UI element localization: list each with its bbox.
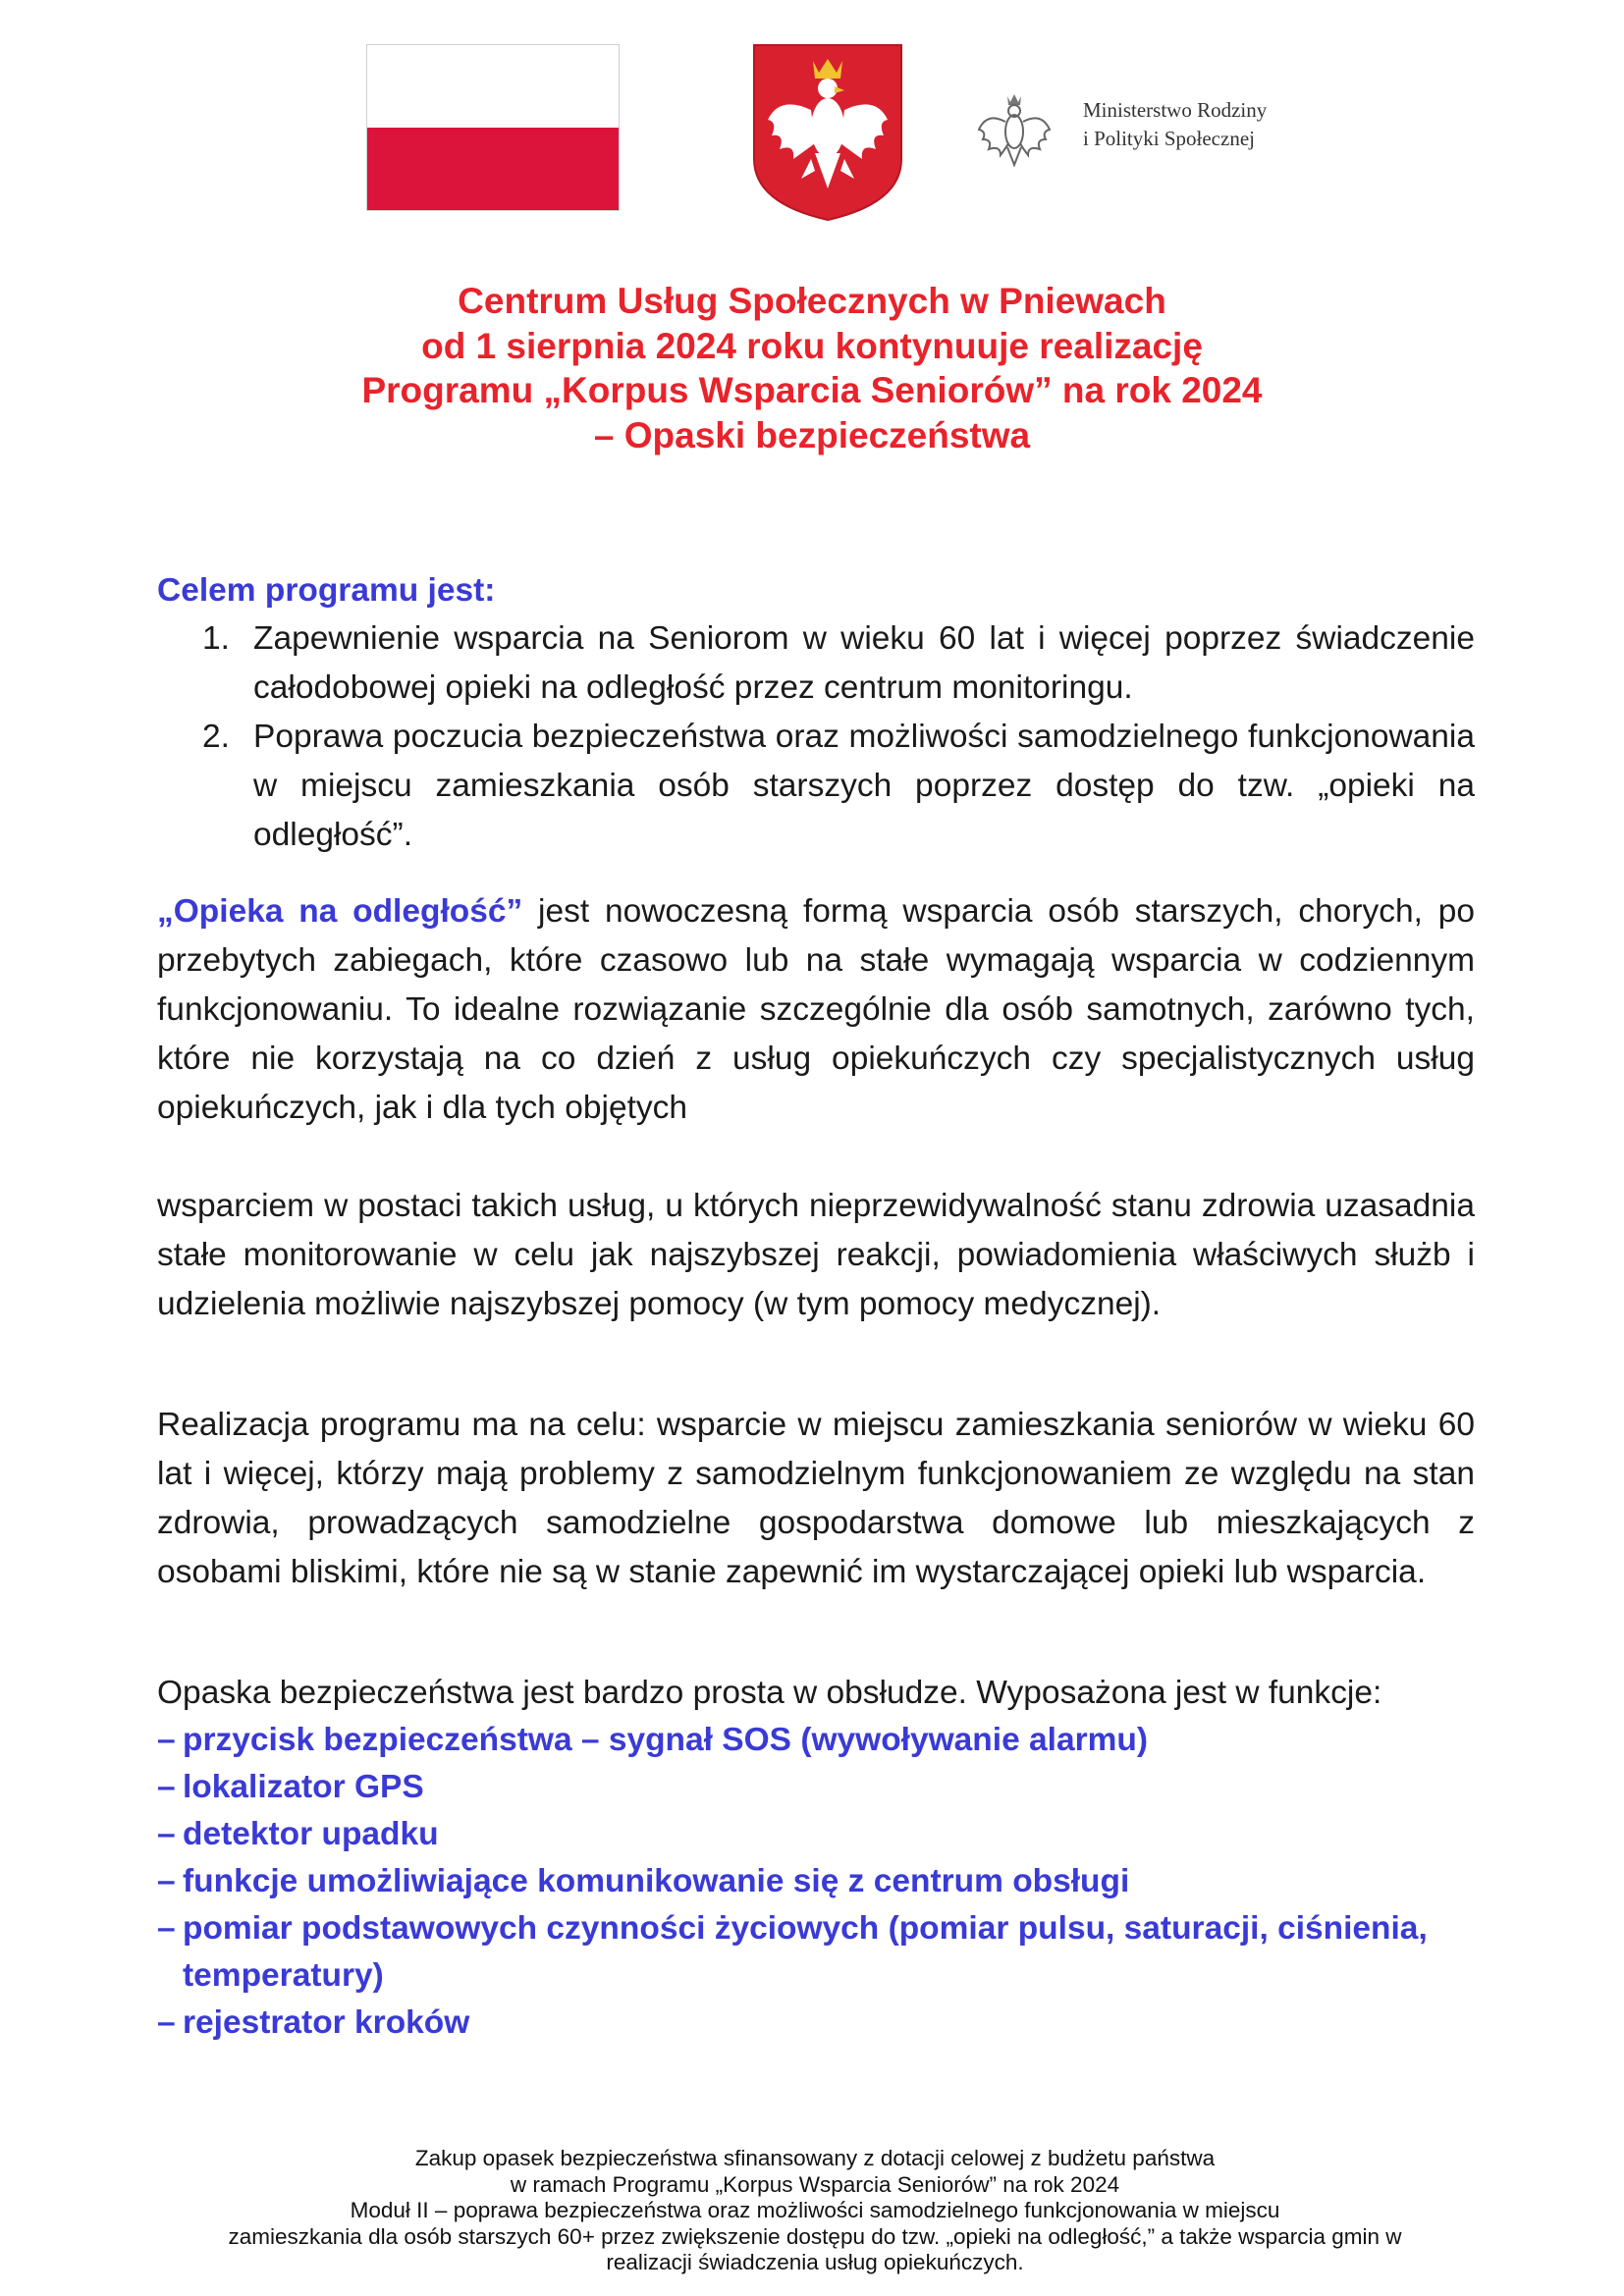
list-dash: – bbox=[157, 1816, 176, 1852]
list-item-text: pomiar podstawowych czynności życiowych (pomiar pulsu, saturacji, ciśnienia, temperatury) bbox=[183, 1910, 1428, 1994]
list-item bbox=[157, 1717, 1475, 1764]
list-dash: – bbox=[157, 1769, 176, 1805]
list-item-text: Poprawa poczucia bezpieczeństwa oraz możliwości samodzielnego funkcjonowania w miejscu zamieszkania osób starszych poprzez dostęp do tzw. „opieki na odległość”. bbox=[253, 719, 1475, 853]
page-title bbox=[157, 279, 1467, 457]
list-item-number: 1. bbox=[202, 620, 230, 657]
list-item bbox=[157, 713, 1475, 860]
footer-line4: zamieszkania dla osób starszych 60+ przez zwiększenie dostępu do tzw. „opieki na odległość,” a także wsparcia gmin w bbox=[228, 2223, 1402, 2249]
flag-red-stripe bbox=[367, 128, 619, 210]
title-line4: – Opaski bezpieczeństwa bbox=[593, 414, 1031, 455]
ministry-name-line2: i Polityki Społecznej bbox=[1083, 127, 1255, 150]
list-item bbox=[157, 1905, 1475, 2000]
ministry-name bbox=[1083, 96, 1267, 153]
list-item bbox=[157, 2000, 1475, 2047]
list-item bbox=[157, 1764, 1475, 1811]
footer-line1: Zakup opasek bezpieczeństwa sfinansowany z dotacji celowej z budżetu państwa bbox=[414, 2146, 1216, 2170]
list-item bbox=[157, 1811, 1475, 1858]
poland-flag-icon bbox=[366, 44, 620, 211]
list-dash: – bbox=[157, 1863, 176, 1899]
footer-line5: realizacji świadczenia usług opiekuńczych. bbox=[606, 2250, 1024, 2274]
polish-eagle-emblem-icon bbox=[750, 41, 905, 222]
list-item-text: lokalizator GPS bbox=[183, 1769, 424, 1805]
list-item-text: rejestrator kroków bbox=[183, 2004, 470, 2041]
paragraph-wsparcie: wsparciem w postaci takich usług, u których nieprzewidywalność stanu zdrowia uzasadnia stałe monitorowanie w celu jak najszybszej reakcji, powiadomienia właściwych służb i udzielenia możliwie najszybszej pomocy (w tym pomocy medycznej). bbox=[157, 1188, 1475, 1322]
features-list bbox=[157, 1717, 1475, 2047]
list-dash: – bbox=[157, 1722, 176, 1758]
footer-line3: Moduł II – poprawa bezpieczeństwa oraz możliwości samodzielnego funkcjonowania w miejscu bbox=[350, 2198, 1280, 2222]
flag-white-stripe bbox=[367, 45, 619, 128]
paragraph-realizacja: Realizacja programu ma na celu: wsparcie w miejscu zamieszkania seniorów w wieku 60 lat i więcej, którzy mają problemy z samodzielnym funkcjonowaniem ze względu na stan zdrowia, prowadzących samodzielne gospodarstwa domowe lub mieszkających z osobami bliskimi, które nie są w stanie zapewnić im wystarczającej opieki lub wsparcia. bbox=[157, 1407, 1475, 1590]
paragraph-opaska: Opaska bezpieczeństwa jest bardzo prosta w obsłudze. Wyposażona jest w funkcje: bbox=[157, 1675, 1382, 1711]
list-item-text: funkcje umożliwiające komunikowanie się z centrum obsługi bbox=[183, 1863, 1130, 1899]
list-dash: – bbox=[157, 1910, 176, 1947]
footer-line2: w ramach Programu „Korpus Wsparcia Seniorów” na rok 2024 bbox=[510, 2171, 1120, 2197]
list-item-number: 2. bbox=[202, 719, 230, 755]
list-item-text: detektor upadku bbox=[183, 1816, 439, 1852]
goals-heading: Celem programu jest: bbox=[157, 572, 496, 609]
paragraph-lead: „Opieka na odległość” bbox=[157, 893, 523, 930]
list-item-text: przycisk bezpieczeństwa – sygnał SOS (wywoływanie alarmu) bbox=[183, 1722, 1149, 1758]
title-line2: od 1 sierpnia 2024 roku kontynuuje realizację bbox=[421, 325, 1203, 366]
goals-list bbox=[157, 614, 1475, 860]
list-item-text: Zapewnienie wsparcia na Seniorom w wieku 60 lat i więcej poprzez świadczenie całodobowej opieki na odległość przez centrum monitoringu. bbox=[253, 620, 1475, 706]
ministry-name-line1: Ministerstwo Rodziny bbox=[1083, 98, 1268, 122]
funding-footer bbox=[147, 2146, 1483, 2276]
paragraph-text: jest nowoczesną formą wsparcia osób starszych, chorych, po przebytych zabiegach, które czasowo lub na stałe wymagają wsparcia w codziennym funkcjonowaniu. To idealne rozwiązanie szczególnie dla osób samotnych, zarówno tych, które nie korzystają na co dzień z usług opiekuńczych czy specjalistycznych usług opiekuńczych, jak i dla tych objętych bbox=[157, 893, 1475, 1126]
paragraph-opieka bbox=[157, 887, 1475, 1133]
list-dash: – bbox=[157, 2004, 176, 2041]
list-item bbox=[157, 1858, 1475, 1905]
ministry-eagle-icon bbox=[975, 90, 1054, 169]
ministry-logo bbox=[975, 90, 1309, 169]
title-line3: Programu „Korpus Wsparcia Seniorów” na rok 2024 bbox=[361, 370, 1263, 410]
title-line1: Centrum Usług Społecznych w Pniewach bbox=[458, 281, 1166, 321]
list-item bbox=[157, 614, 1475, 713]
